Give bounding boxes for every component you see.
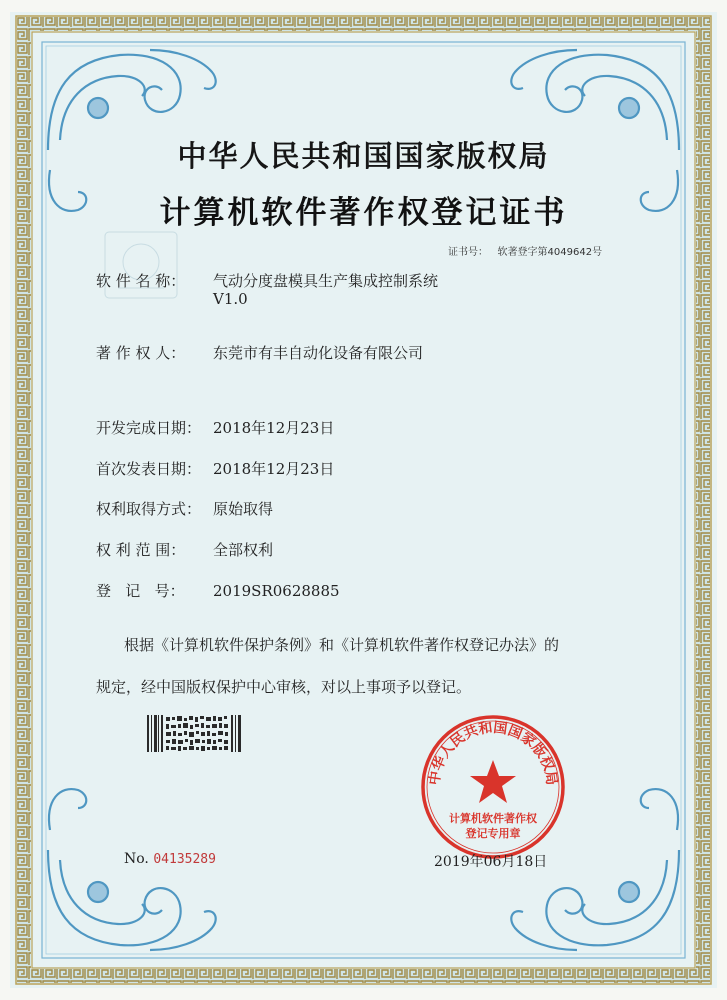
field-value: 东莞市有丰自动化设备有限公司 [213,344,424,362]
field-rights-scope [96,539,273,560]
serial-number-label: No. [124,851,149,867]
certificate-title: 计算机软件著作权登记证书 [159,195,568,231]
field-label: 开发完成日期： [96,419,202,437]
certificate-number [448,243,602,258]
corner-ornament-bottom-left [48,789,216,950]
field-pub-date [96,458,334,479]
field-owner [96,342,423,363]
barcode-icon [147,715,242,752]
field-registration-number [96,580,340,601]
field-value: 原始取得 [213,500,274,518]
field-label: 软 件 名 称： [96,272,186,290]
issue-date: 2019年06月18日 [434,854,548,870]
field-label: 著 作 权 人： [96,344,186,362]
certificate-number-value: 软著登字第4049642号 [497,247,603,258]
field-value: 2018年12月23日 [213,419,335,437]
certificate-number-label: 证书号： [448,247,488,258]
field-dev-date [96,417,334,438]
issuing-authority: 中华人民共和国国家版权局 [177,139,550,173]
seal-star-icon [470,760,516,803]
serial-number-value: 04135289 [153,852,216,867]
field-value: 2019SR0628885 [213,582,340,600]
serial-number [124,851,216,867]
seal-text-line-1: 计算机软件著作权 [449,812,537,825]
field-label: 首次发表日期： [96,460,202,478]
seal-ring-text: 中华人民共和国国家版权局 [426,719,560,787]
field-value: 全部权利 [213,541,274,559]
field-label: 权利取得方式： [96,500,202,518]
field-software-version: V1.0 [213,290,248,308]
field-software-name [96,270,438,291]
field-value: 气动分度盘模具生产集成控制系统 [213,272,439,290]
field-label: 权 利 范 围： [96,541,186,559]
field-value: 2018年12月23日 [213,460,335,478]
statement-line-2: 规定，经中国版权保护中心审核，对以上事项予以登记。 [96,678,472,696]
statement-line-1: 根据《计算机软件保护条例》和《计算机软件著作权登记办法》的 [124,636,560,654]
field-acquire-method [96,498,273,519]
seal-text-line-2: 登记专用章 [465,827,521,840]
official-seal [418,712,568,862]
field-label: 登 记 号： [96,582,185,600]
